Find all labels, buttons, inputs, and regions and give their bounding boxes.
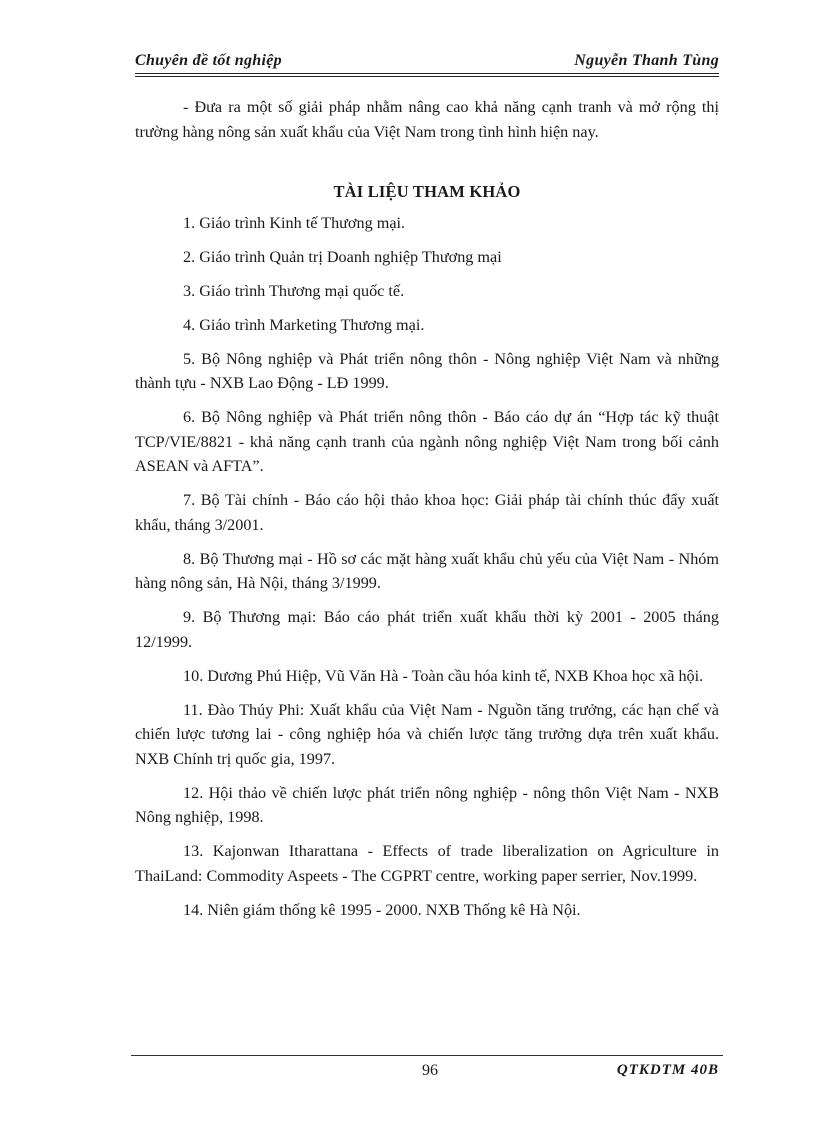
page-body — [135, 95, 719, 932]
footer-divider — [131, 1055, 723, 1056]
reference-item: 11. Đào Thúy Phi: Xuất khẩu của Việt Nam - Nguồn tăng trưởng, các hạn chế và chiến lược tương lai - công nghiệp hóa và chiến lược tăng trưởng dựa trên xuất khẩu. NXB Chính trị quốc gia, 1997. — [135, 700, 719, 768]
reference-item: 6. Bộ Nông nghiệp và Phát triển nông thôn - Báo cáo dự án “Hợp tác kỹ thuật TCP/VIE/8821 - khả năng cạnh tranh của ngành nông nghiệp Việt Nam trong bối cảnh ASEAN và AFTA”. — [135, 408, 719, 475]
reference-item: 7. Bộ Tài chính - Báo cáo hội thảo khoa học: Giải pháp tài chính thúc đẩy xuất khẩu, tháng 3/2001. — [135, 491, 719, 534]
footer-class-code: QTKDTM 40B — [616, 1062, 719, 1078]
references-title: TÀI LIỆU THAM KHẢO — [333, 182, 521, 201]
reference-item: 10. Dương Phú Hiệp, Vũ Văn Hà - Toàn cầu hóa kinh tế, NXB Khoa học xã hội. — [183, 666, 704, 685]
reference-item: 13. Kajonwan Itharattana - Effects of trade liberalization on Agriculture in ThaiLand: Commodity Aspeets - The CGPRT centre, working paper serrier, Nov.1999. — [135, 842, 719, 885]
reference-item: 9. Bộ Thương mại: Báo cáo phát triển xuất khẩu thời kỳ 2001 - 2005 tháng 12/1999. — [135, 608, 719, 651]
reference-item: 1. Giáo trình Kinh tế Thương mại. — [183, 213, 406, 232]
reference-item: 4. Giáo trình Marketing Thương mại. — [183, 315, 425, 334]
reference-list — [135, 211, 719, 923]
header-document-type: Chuyên đề tốt nghiệp — [135, 52, 282, 69]
reference-item: 14. Niên giám thống kê 1995 - 2000. NXB Thống kê Hà Nội. — [183, 900, 581, 919]
reference-item: 12. Hội thảo về chiến lược phát triển nông nghiệp - nông thôn Việt Nam - NXB Nông nghiệp, 1998. — [135, 783, 719, 826]
page-header — [135, 48, 719, 72]
header-divider — [135, 73, 719, 77]
reference-item: 5. Bộ Nông nghiệp và Phát triển nông thôn - Nông nghiệp Việt Nam và những thành tựu - NXB Lao Động - LĐ 1999. — [135, 349, 719, 392]
reference-item: 2. Giáo trình Quản trị Doanh nghiệp Thương mại — [183, 247, 502, 266]
reference-item: 8. Bộ Thương mại - Hồ sơ các mặt hàng xuất khẩu chủ yếu của Việt Nam - Nhóm hàng nông sản, Hà Nội, tháng 3/1999. — [135, 549, 719, 592]
header-author-name: Nguyễn Thanh Tùng — [574, 52, 719, 69]
intro-paragraph: - Đưa ra một số giải pháp nhằm nâng cao khả năng cạnh tranh và mở rộng thị trường hàng nông sản xuất khẩu của Việt Nam trong tình hình hiện nay. — [135, 98, 719, 141]
page-number: 96 — [422, 1062, 438, 1079]
reference-item: 3. Giáo trình Thương mại quốc tế. — [183, 281, 405, 300]
